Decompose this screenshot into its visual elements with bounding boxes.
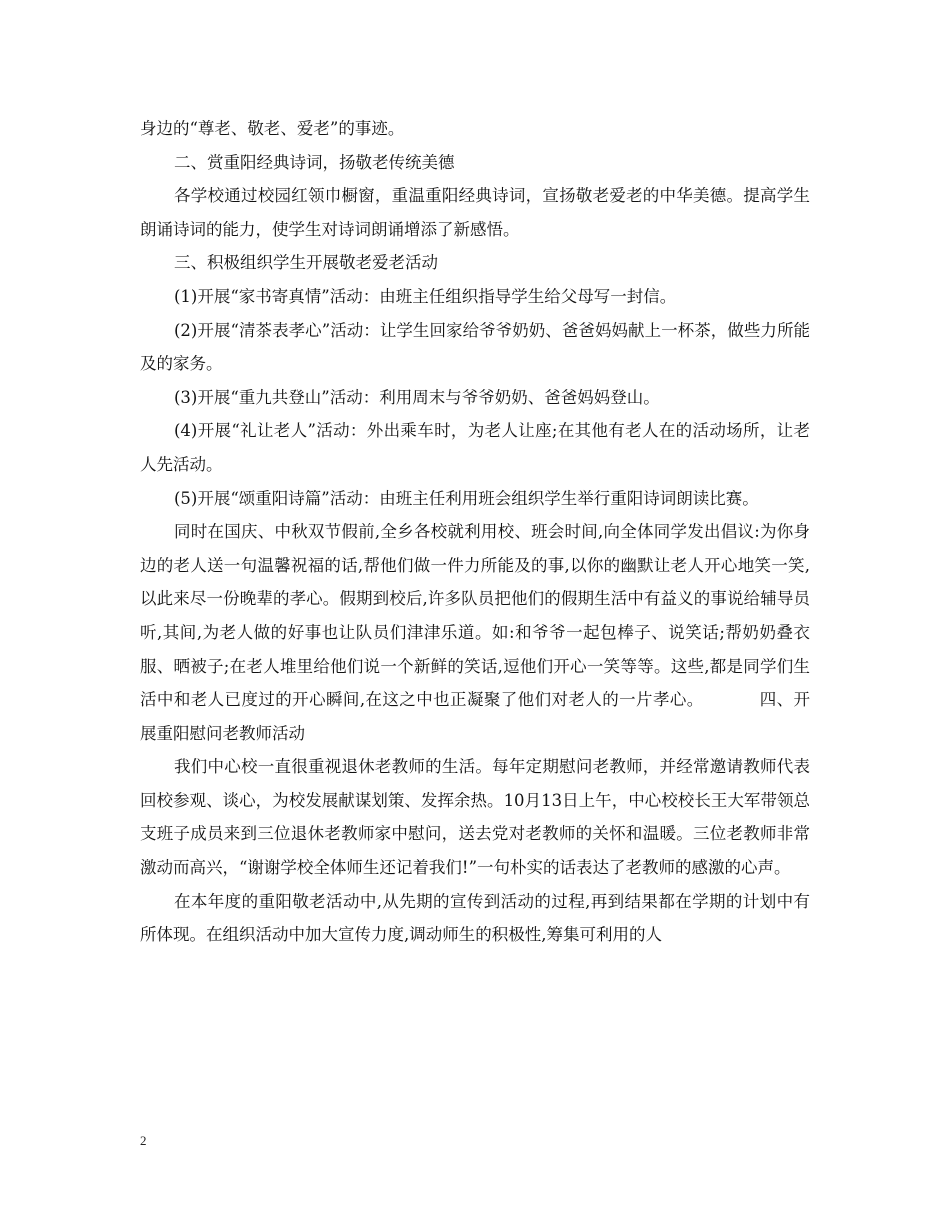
list-item-3: (3)开展“重九共登山”活动：利用周末与爷爷奶奶、爸爸妈妈登山。 (174, 387, 660, 407)
list-item-1: (1)开展“家书寄真情”活动：由班主任组织指导学生给父母写一封信。 (174, 286, 677, 306)
paragraph-holiday (140, 515, 810, 750)
paragraph-teachers: 我们中心校一直很重视退休老教师的生活。每年定期慰问老教师，并经常邀请教师代表回校参观、谈心，为校发展献谋划策、发挥余热。10月13日上午，中心校校长王大军带领总支班子成员来到三位退休老教师家中慰问，送去党对老教师的关怀和温暖。三位老教师非常激动而高兴，“谢谢学校全体师生还记着我们!”一句朴实的话表达了老教师的感激的心声。 (140, 757, 810, 878)
section-heading-2: 二、赏重阳经典诗词，扬敬老传统美德 (174, 152, 455, 172)
paragraph-holiday-text: 同时在国庆、中秋双节假前,全乡各校就利用校、班会时间,向全体同学发出倡议:为你身边的老人送一句温馨祝福的话,帮他们做一件力所能及的事,以你的幽默让老人开心地笑一笑,以此来尽一份晚辈的孝心。假期到校后,许多队员把他们的假期生活中有益义的事说给辅导员听,其间,为老人做的好事也让队员们津津乐道。如:和爷爷一起包棒子、说笑话;帮奶奶叠衣服、晒被子;在老人堆里给他们说一个新鲜的笑话,逗他们开心一笑等等。这些,都是同学们生活中和老人已度过的开心瞬间,在这之中也正凝聚了他们对老人的一片孝心。 (140, 522, 810, 710)
list-item-4: (4)开展“礼让老人”活动：外出乘车时，为老人让座;在其他有老人在的活动场所，让老人先活动。 (140, 421, 810, 474)
document-body (140, 112, 810, 952)
list-item-2: (2)开展“清茶表孝心”活动：让学生回家给爷爷奶奶、爸爸妈妈献上一杯茶，做些力所能及的家务。 (140, 320, 810, 374)
paragraph-summary: 在本年度的重阳敬老活动中,从先期的宣传到活动的过程,再到结果都在学期的计划中有所体现。在组织活动中加大宣传力度,调动师生的积极性,筹集可利用的人 (140, 891, 810, 945)
paragraph-1: 身边的“尊老、敬老、爱老”的事迹。 (140, 119, 405, 138)
section-heading-4: 四、开展重阳慰问老教师活动 (140, 690, 811, 743)
list-item-5: (5)开展“颂重阳诗篇”活动：由班主任利用班会组织学生举行重阳诗词朗读比赛。 (174, 488, 759, 508)
page-number: 2 (140, 1133, 147, 1148)
paragraph-3: 各学校通过校园红领巾橱窗，重温重阳经典诗词，宣扬敬老爱老的中华美德。提高学生朗诵诗词的能力，使学生对诗词朗诵增添了新感悟。 (140, 186, 810, 239)
section-heading-3: 三、积极组织学生开展敬老爱老活动 (174, 253, 438, 273)
